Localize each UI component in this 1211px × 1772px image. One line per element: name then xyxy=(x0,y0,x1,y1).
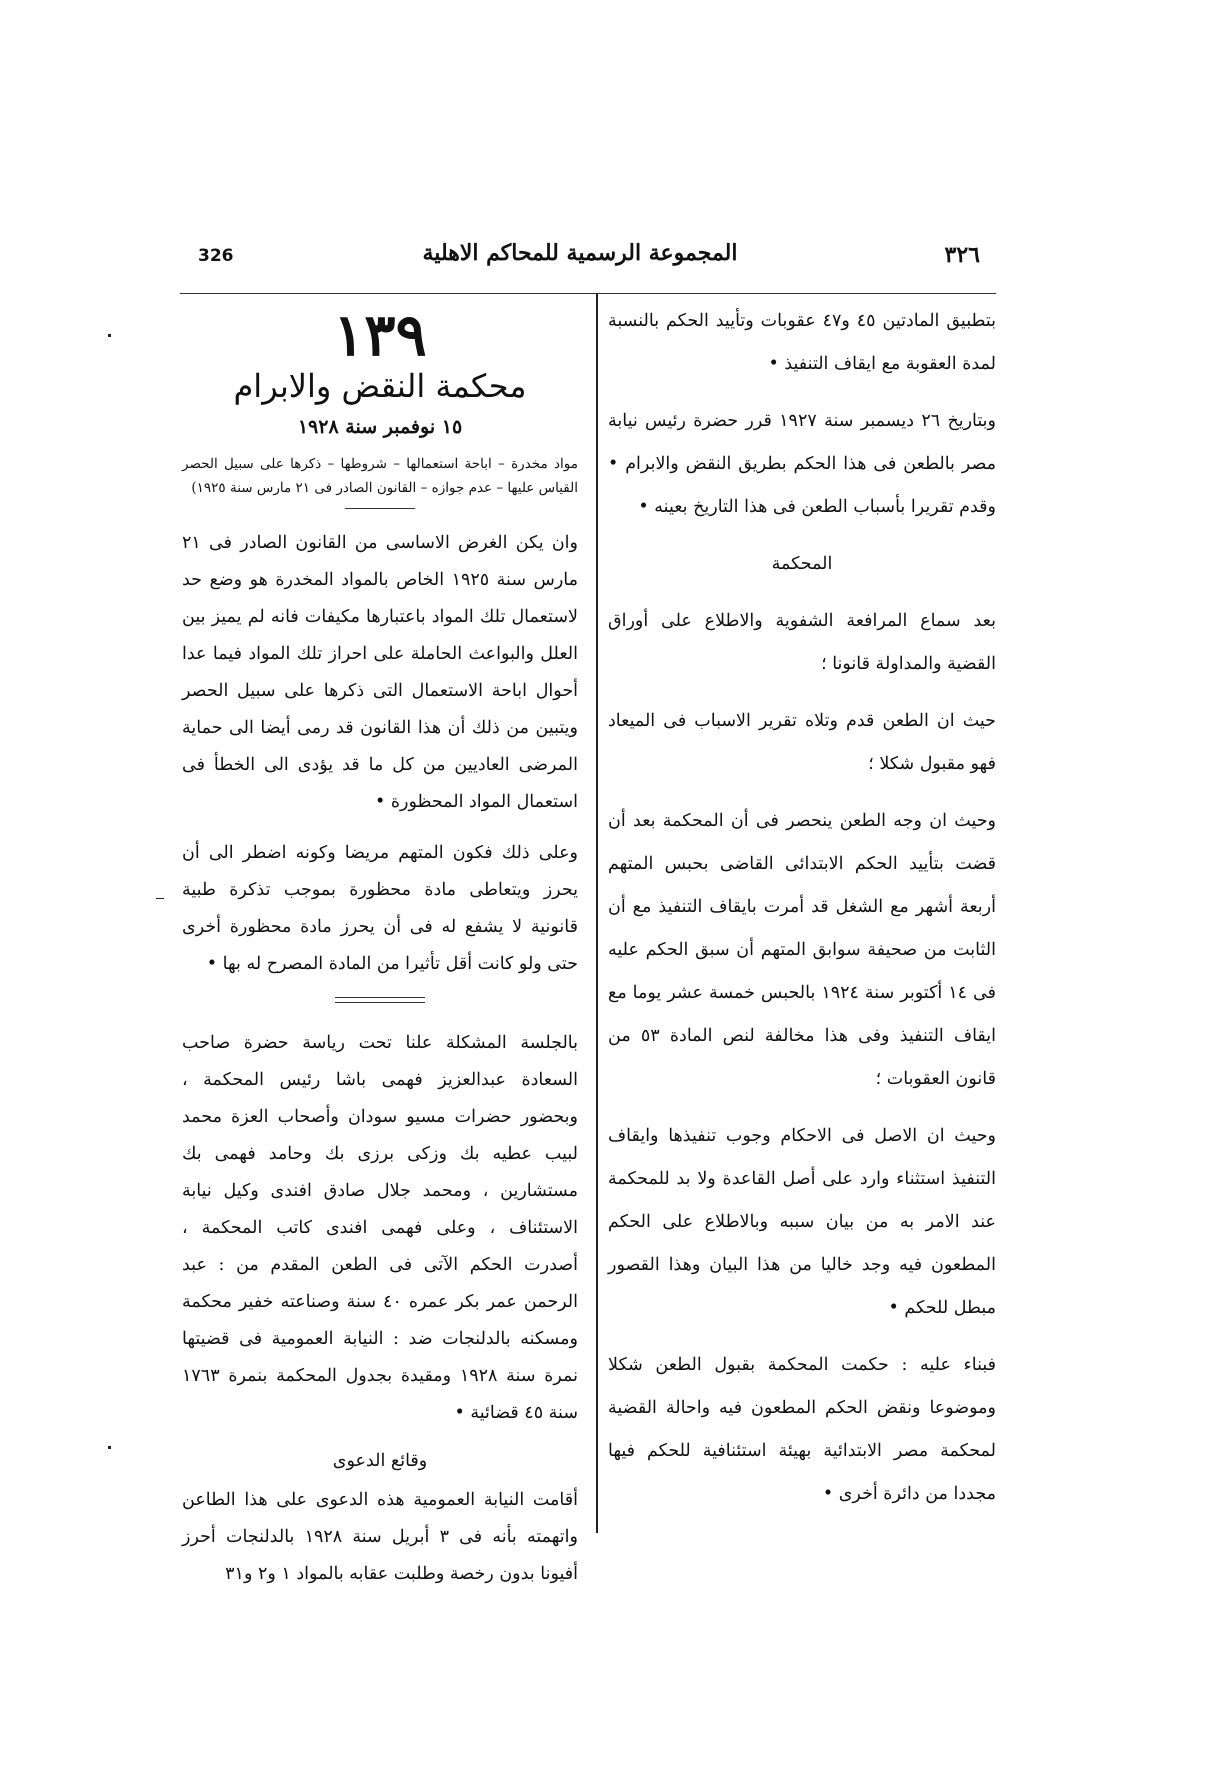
case-date: ١٥ نوفمبر سنة ١٩٢٨ xyxy=(297,416,463,438)
running-title: المجموعة الرسمية للمحاكم الاهلية xyxy=(422,240,738,266)
paragraph: وحيث ان الاصل فى الاحكام وجوب تنفيذها وايقاف التنفيذ استثناء وارد على أصل القاعدة ولا بد للمحكمة عند الامر به من بيان سببه وبالاطلاع على الحكم المطعون فيه وجد خاليا من هذا البيان وهذا القصور مبطل للحكم • xyxy=(608,1126,996,1318)
court-name: محكمة النقض والابرام xyxy=(233,367,527,405)
paragraph: حيث ان الطعن قدم وتلاه تقرير الاسباب فى الميعاد فهو مقبول شكلا ؛ xyxy=(608,711,996,774)
facts-paragraph: أقامت النيابة العمومية هذه الدعوى على هذا الطاعن واتهمته بأنه فى ٣ أبريل سنة ١٩٢٨ بالدلنجات أحرز أفيونا بدون رخصة وطلبت عقابه بالمواد ١ و٢ و٣١ xyxy=(182,1490,578,1584)
scan-speck xyxy=(108,334,111,337)
case-number: ١٣٩ xyxy=(333,301,427,369)
column-divider xyxy=(596,293,598,1533)
paragraph: فبناء عليه : حكمت المحكمة بقبول الطعن شكلا وموضوعا ونقض الحكم المطعون فيه واحالة القضية لمحكمة مصر الابتدائية بهيئة استئنافية للحكم فيها مجددا من دائرة أخرى • xyxy=(608,1355,996,1504)
page-header xyxy=(180,240,980,276)
header-rule xyxy=(180,293,996,294)
paragraph: بعد سماع المرافعة الشفوية والاطلاع على أوراق القضية والمداولة قانونا ؛ xyxy=(608,611,996,674)
principle-paragraph: وان يكن الغرض الاساسى من القانون الصادر فى ٢١ مارس سنة ١٩٢٥ الخاص بالمواد المخدرة هو وضع حد لاستعمال تلك المواد باعتبارها مكيفات فانه لم يميز بين العلل والبواعث الحاملة على احراز تلك المواد فيما عدا أحوال اباحة الاستعمال التى ذكرها على سبيل الحصر ويتبين من ذلك أن هذا القانون قد رمى أيضا الى حماية المرضى العاديين من كل ما قد يؤدى الى الخطأ فى استعمال المواد المحظورة • xyxy=(182,533,578,812)
paragraph: وبتاريخ ٢٦ ديسمبر سنة ١٩٢٧ قرر حضرة رئيس نيابة مصر بالطعن فى هذا الحكم بطريق النقض والابرام • وقدم تقريرا بأسباب الطعن فى هذا التاريخ بعينه • xyxy=(608,411,996,517)
section-heading: المحكمة xyxy=(771,554,833,574)
right-column xyxy=(608,300,996,1530)
headnote: مواد مخدرة – اباحة استعمالها – شروطها – ذكرها على سبيل الحصر القياس عليها – عدم جوازه – القانون الصادر فى ٢١ مارس سنة ١٩٢٥) xyxy=(182,456,578,496)
paragraph: وحيث ان وجه الطعن ينحصر فى أن المحكمة بعد أن قضت بتأييد الحكم الابتدائى القاضى بحبس المتهم أربعة أشهر مع الشغل قد أمرت بايقاف التنفيذ مع أن الثابت من صحيفة سوابق المتهم أن سبق الحكم عليه فى ١٤ أكتوبر سنة ١٩٢٤ بالحبس خمسة عشر يوما مع ايقاف التنفيذ وفى هذا مخالفة لنص المادة ٥٣ من قانون العقوبات ؛ xyxy=(608,811,997,1089)
scan-speck xyxy=(108,1446,111,1449)
short-rule xyxy=(345,508,415,509)
double-rule xyxy=(335,997,425,1003)
left-column xyxy=(182,300,578,1607)
page-number-latin: 326 xyxy=(198,246,234,266)
principle-paragraph: وعلى ذلك فكون المتهم مريضا وكونه اضطر الى أن يحرز ويتعاطى مادة محظورة بموجب تذكرة طبية قانونية لا يشفع له فى أن يحرز مادة محظورة أخرى حتى ولو كانت أقل تأثيرا من المادة المصرح له بها • xyxy=(182,843,578,974)
paragraph: بتطبيق المادتين ٤٥ و٤٧ عقوبات وتأييد الحكم بالنسبة لمدة العقوبة مع ايقاف التنفيذ • xyxy=(608,311,996,374)
facts-heading: وقائع الدعوى xyxy=(332,1451,428,1471)
scan-speck xyxy=(156,898,164,899)
page-number-arabic: ٣٢٦ xyxy=(944,242,980,268)
session-paragraph: بالجلسة المشكلة علنا تحت رياسة حضرة صاحب السعادة عبدالعزيز فهمى باشا رئيس المحكمة ، وبحضور حضرات مسيو سودان وأصحاب العزة محمد لبيب عطيه بك وزكى برزى بك وحامد فهمى بك مستشارين ، ومحمد جلال صادق افندى وكيل نيابة الاستئناف ، وعلى فهمى افندى كاتب المحكمة ، أصدرت الحكم الآتى فى الطعن المقدم من : عبد الرحمن عمر بكر عمره ٤٠ سنة وصناعته خفير محكمة ومسكنه بالدلنجات ضد : النيابة العمومية فى قضيتها نمرة سنة ١٩٢٨ ومقيدة بجدول المحكمة بنمرة ١٧٦٣ سنة ٤٥ قضائية • xyxy=(182,1033,579,1423)
